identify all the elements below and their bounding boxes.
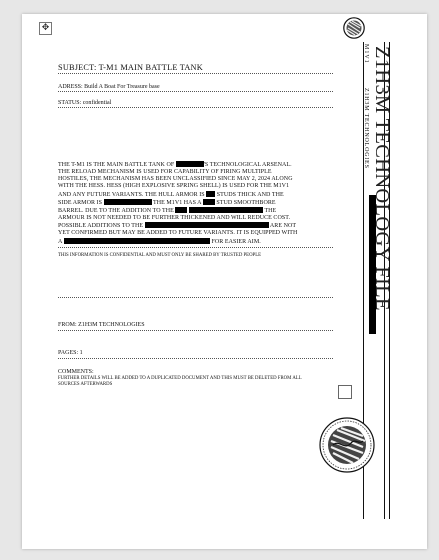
address-line: ADRESS: Build A Boat For Treasure base — [58, 84, 333, 92]
redaction-bar — [203, 199, 215, 205]
seal-emblem-icon — [319, 417, 375, 478]
document-title: Z1H3M TECHNOLOGY FILE — [371, 46, 393, 311]
body-text-8: FOR EASIER AIM. — [211, 238, 261, 245]
model-code-label: M1V1 — [363, 44, 369, 64]
subject-line: SUBJECT: T-M1 MAIN BATTLE TANK — [58, 63, 333, 74]
company-label: Z1H3M TECHNOLOGIES — [363, 88, 369, 169]
body-text-2: 'S TECHNOLOGICAL ARSENAL. THE RELOAD MECHANISM IS USED FOR CAPABILITY OF FIRING MULTIPLE HOSTILES, THE MECHANISM HAS BEEN UNCLASSIFIED SINCE MAY 2 — [58, 162, 292, 183]
pages-line: PAGES: 1 — [58, 350, 333, 359]
body-text-4: THE M1V1 HAS A — [153, 199, 202, 206]
body-text-5: STUD SMOOTHBORE BARREL. DUE TO THE ADDITION TO THE — [58, 199, 276, 214]
body-text-2b: , 2024 ALONG WITH THE HESS. HESS (HIGH EXPLOSIVE SPRING SHELL) IS USED FOR THE M1V1 AND ANY FUTURE VARIANTS. THE HULL ARMOR IS — [58, 176, 293, 198]
redaction-bar — [175, 207, 187, 213]
confidential-note: THIS INFORMATION IS CONFIDENTIAL AND MUST ONLY BE SHARED BY TRUSTED PEOPLE — [58, 253, 262, 258]
redaction-bar — [176, 161, 204, 167]
table-move-handle-icon[interactable]: ✥ — [39, 22, 52, 35]
redaction-bar — [206, 191, 215, 197]
from-line: FROM: Z1H3M TECHNOLOGIES — [58, 322, 333, 331]
redaction-bar — [189, 207, 263, 213]
comments-block — [58, 369, 308, 387]
status-line: STATUS: confidential — [58, 100, 333, 108]
empty-checkbox[interactable] — [338, 385, 352, 399]
document-body — [58, 161, 298, 246]
divider-line — [58, 297, 333, 298]
redaction-bar — [104, 199, 152, 205]
divider-line — [58, 247, 333, 248]
document-page — [22, 14, 427, 549]
body-text-7: ARE NOT YET CONFIRMED BUT MAY BE ADDED TO FUTURE VARIANTS. IT IS EQUIPPED WITH A — [58, 223, 298, 245]
seal-emblem-icon — [343, 17, 365, 44]
comments-label: COMMENTS: — [58, 369, 94, 375]
body-text-6: THE ARMOUR IS NOT NEEDED TO BE FURTHER THICKENED AND WILL REDUCE COST. POSSIBLE ADDITIONS TO THE — [58, 207, 291, 230]
body-text-3: STUDS THICK AND THE SIDE ARMOR IS — [58, 191, 284, 206]
redaction-bar — [145, 222, 269, 228]
comments-text: FURTHER DETAILS WILL BE ADDED TO A DUPLICATED DOCUMENT AND THIS MUST BE DELETED FROM ALL SOURCES AFTERWARDS — [58, 376, 302, 387]
body-text-1: THE T-M1 IS THE MAIN BATTLE TANK OF — [58, 162, 175, 168]
redaction-bar — [64, 238, 210, 244]
